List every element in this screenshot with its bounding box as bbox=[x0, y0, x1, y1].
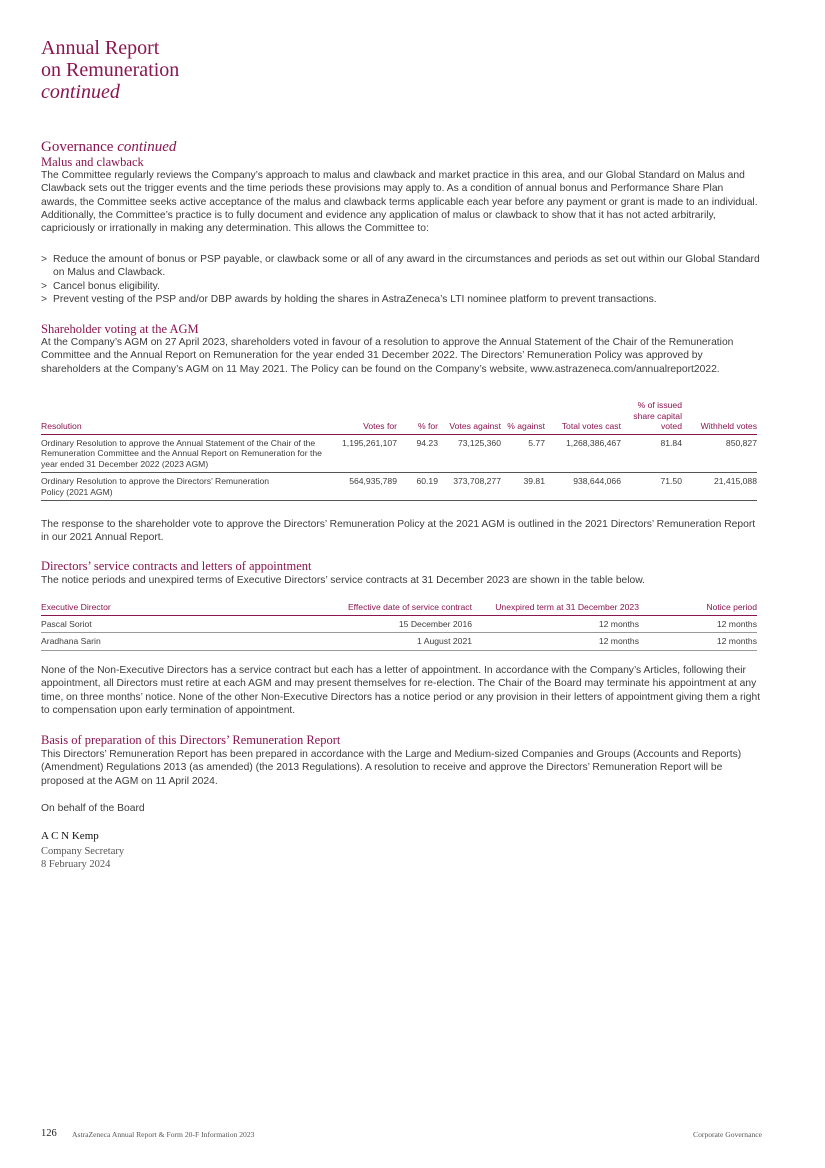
service-contracts-table bbox=[41, 602, 757, 651]
list-item: > Prevent vesting of the PSP and/or DBP awards by holding the shares in AstraZeneca’s LTI nominee platform to prevent transactions. bbox=[41, 293, 761, 306]
cell-votes-for: 564,935,789 bbox=[334, 473, 397, 501]
table-row bbox=[41, 434, 757, 473]
list-item: > Reduce the amount of bonus or PSP payable, or clawback some or all of any award in the circumstances and periods as set out within our Global Standard on Malus and Clawback. bbox=[41, 253, 761, 280]
signatory-role: Company Secretary bbox=[41, 846, 125, 857]
basis-heading: Basis of preparation of this Directors’ Remuneration Report bbox=[41, 733, 341, 747]
cell-total-votes: 1,268,386,467 bbox=[545, 434, 621, 473]
table-header-row bbox=[41, 400, 757, 434]
col-votes-for: Votes for bbox=[334, 400, 397, 434]
col-notice-period: Notice period bbox=[639, 602, 757, 615]
cell-pct-for: 60.19 bbox=[397, 473, 438, 501]
cell-resolution: Ordinary Resolution to approve the Directors’ Remuneration Policy (2021 AGM) bbox=[41, 473, 334, 501]
signatory-name: A C N Kemp bbox=[41, 830, 99, 842]
voting-paragraph: At the Company’s AGM on 27 April 2023, shareholders voted in favour of a resolution to approve the Annual Statement of the Chair of the Remuneration Committee and the Annual Report on Remuneration for the year ended 31 December 2022. The Directors’ Remuneration Policy was approved by shareholders at the Company’s AGM on 11 May 2021. The Policy can be found on the Company’s website, www.astrazeneca.com/annualreport2022. bbox=[41, 337, 734, 375]
cell-pct-against: 5.77 bbox=[501, 434, 545, 473]
table-row bbox=[41, 473, 757, 501]
col-total-votes: Total votes cast bbox=[545, 400, 621, 434]
cell-notice-period: 12 months bbox=[639, 615, 757, 633]
footer-publication: AstraZeneca Annual Report & Form 20-F Information 2023 bbox=[72, 1130, 255, 1139]
cell-votes-for: 1,195,261,107 bbox=[334, 434, 397, 473]
page-title bbox=[41, 37, 179, 103]
cell-director-name: Pascal Soriot bbox=[41, 615, 291, 633]
cell-withheld: 21,415,088 bbox=[682, 473, 757, 501]
contracts-heading: Directors’ service contracts and letters of appointment bbox=[41, 559, 312, 573]
title-line-1: Annual Report bbox=[41, 37, 160, 59]
malus-paragraph: The Committee regularly reviews the Company’s approach to malus and clawback and market practice in this area, and our Global Standard on Malus and Clawback sets out the trigger events and the time periods these provisions may apply to. As a condition of annual bonus and Performance Share Plan awards, the Committee seeks active acceptance of the malus and clawback terms applicable each year before any payment or grant is made to an individual. Additionally, the Committee’s practice is to fully document and evidence any application of malus or clawback to show that it has not acted arbitrarily, capriciously or irrationally in making any determination. This allows the Committee to: bbox=[41, 170, 758, 235]
cell-pct-against: 39.81 bbox=[501, 473, 545, 501]
malus-heading: Malus and clawback bbox=[41, 155, 144, 169]
contracts-paragraph: The notice periods and unexpired terms of Executive Directors’ service contracts at 31 December 2023 are shown in the table below. bbox=[41, 575, 646, 586]
col-unexpired-term: Unexpired term at 31 December 2023 bbox=[472, 602, 639, 615]
cell-notice-period: 12 months bbox=[639, 633, 757, 651]
col-pct-against: % against bbox=[501, 400, 545, 434]
cell-effective-date: 1 August 2021 bbox=[291, 633, 472, 651]
cell-resolution: Ordinary Resolution to approve the Annual Statement of the Chair of the Remuneration Committee and the Annual Report on Remuneration for the year ended 31 December 2022 (2023 AGM) bbox=[41, 434, 334, 473]
footer-section: Corporate Governance bbox=[693, 1130, 762, 1139]
voting-heading: Shareholder voting at the AGM bbox=[41, 322, 199, 336]
cell-director-name: Aradhana Sarin bbox=[41, 633, 291, 651]
on-behalf-text: On behalf of the Board bbox=[41, 803, 145, 814]
voting-response-paragraph: The response to the shareholder vote to approve the Directors’ Remuneration Policy at the 2021 AGM is outlined in the 2021 Directors’ Remuneration Report in our 2021 Annual Report. bbox=[41, 519, 756, 544]
table-row bbox=[41, 633, 757, 651]
col-executive-director: Executive Director bbox=[41, 602, 291, 615]
cell-withheld: 850,827 bbox=[682, 434, 757, 473]
cell-pct-for: 94.23 bbox=[397, 434, 438, 473]
cell-effective-date: 15 December 2016 bbox=[291, 615, 472, 633]
col-votes-against: Votes against bbox=[438, 400, 501, 434]
list-item: > Cancel bonus eligibility. bbox=[41, 280, 761, 293]
col-resolution: Resolution bbox=[41, 400, 334, 434]
page-number: 126 bbox=[41, 1128, 57, 1139]
table-row bbox=[41, 615, 757, 633]
col-effective-date: Effective date of service contract bbox=[291, 602, 472, 615]
cell-unexpired-term: 12 months bbox=[472, 615, 639, 633]
col-pct-for: % for bbox=[397, 400, 438, 434]
col-withheld: Withheld votes bbox=[682, 400, 757, 434]
col-pct-capital: % of issued share capital voted bbox=[621, 400, 682, 434]
malus-bullet-list bbox=[41, 253, 761, 306]
non-executive-paragraph: None of the Non-Executive Directors has a service contract but each has a letter of appointment. In accordance with the Company’s Articles, following their appointment, all Directors must retire at each AGM and may present themselves for re-election. The Chair of the Board may terminate his appointment at any time, on three months’ notice. None of the other Non-Executive Directors has a notice period or any provision in their letters of appointment giving them a right to compensation upon early termination of appointment. bbox=[41, 665, 761, 716]
governance-heading: Governance continued bbox=[41, 139, 177, 155]
cell-unexpired-term: 12 months bbox=[472, 633, 639, 651]
signoff-date: 8 February 2024 bbox=[41, 859, 111, 870]
title-line-3: continued bbox=[41, 81, 120, 103]
voting-table bbox=[41, 400, 757, 501]
cell-pct-capital: 71.50 bbox=[621, 473, 682, 501]
cell-total-votes: 938,644,066 bbox=[545, 473, 621, 501]
title-line-2: on Remuneration bbox=[41, 59, 180, 81]
table-header-row bbox=[41, 602, 757, 615]
basis-paragraph: This Directors’ Remuneration Report has been prepared in accordance with the Large and Medium-sized Companies and Groups (Accounts and Reports) (Amendment) Regulations 2013 (as amended) (the 2013 Regulations). A resolution to receive and approve the Directors’ Remuneration Report will be proposed at the AGM on 11 April 2024. bbox=[41, 749, 742, 787]
cell-votes-against: 73,125,360 bbox=[438, 434, 501, 473]
cell-pct-capital: 81.84 bbox=[621, 434, 682, 473]
cell-votes-against: 373,708,277 bbox=[438, 473, 501, 501]
